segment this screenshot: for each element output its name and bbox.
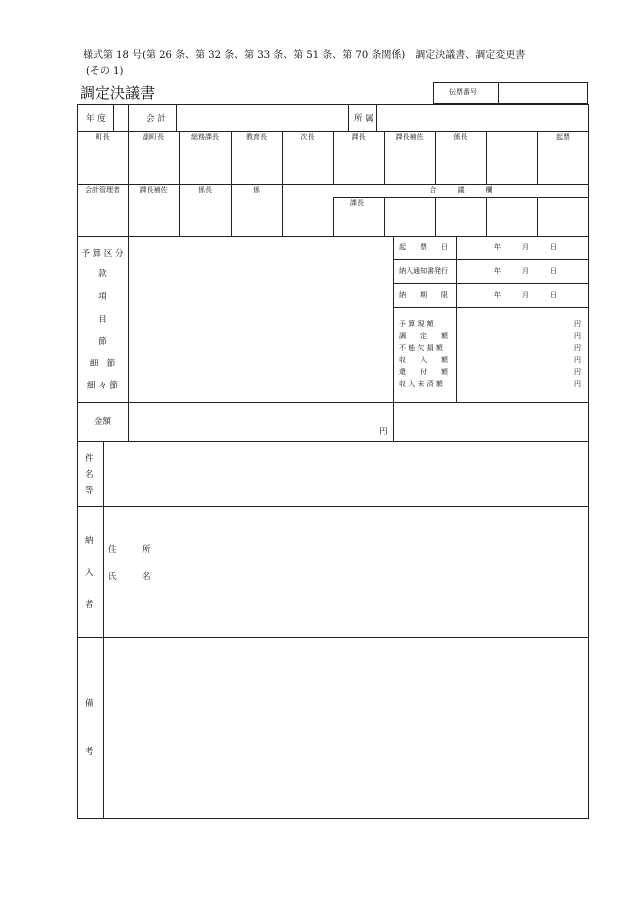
payer-label-3: 者 <box>85 600 94 610</box>
payer-address-label: 住 所 <box>108 545 151 555</box>
year-field[interactable] <box>114 105 128 130</box>
draft-date-label: 起 票 日 <box>399 243 448 251</box>
budget-saisaisetsu-label: 細 々 節 <box>87 381 118 391</box>
budget-kou-label: 項 <box>98 292 107 302</box>
approval-section-chief: 課長 <box>351 133 366 141</box>
approval-general-affairs: 総務課長 <box>191 133 219 141</box>
due-date-label: 納 期 限 <box>399 291 448 299</box>
approval-deputy-mayor: 副町長 <box>143 133 164 141</box>
dept-field[interactable] <box>377 105 588 130</box>
amount-unit: 円 <box>574 344 581 352</box>
form-number: 様式第 18 号(第 26 条、第 32 条、第 33 条、第 51 条、第 70 条関係) 調定決議書、調定変更書 <box>83 50 526 61</box>
amount-revenue-label: 収 入 額 <box>399 356 448 364</box>
budget-moku-label: 目 <box>98 315 107 325</box>
slip-number-field[interactable] <box>499 83 587 103</box>
amount-assessed-label: 調 定 額 <box>399 332 448 340</box>
draft-date-value[interactable]: 年 月 日 <box>494 243 557 251</box>
budget-category-field[interactable] <box>129 237 393 402</box>
page-title: 調定決議書 <box>80 84 156 102</box>
council-section-chief: 課長 <box>350 199 364 207</box>
amount-unit: 円 <box>574 320 581 328</box>
form-sub: (その 1) <box>86 66 124 77</box>
budget-kan-label: 款 <box>98 269 107 279</box>
budget-setsu-label: 節 <box>98 337 107 347</box>
notice-issue-value[interactable]: 年 月 日 <box>494 267 557 275</box>
subject-label-3: 等 <box>85 486 94 496</box>
amount-unit: 円 <box>574 380 581 388</box>
approval-bottom-assistant: 課長補佐 <box>139 186 168 194</box>
slip-number-label: 伝票番号 <box>449 88 477 96</box>
amount-label: 金額 <box>93 417 111 427</box>
approval-drafter: 起票 <box>556 133 570 141</box>
budget-category-label: 予 算 区 分 <box>81 249 124 259</box>
amount-refund-label: 還 付 額 <box>399 368 448 376</box>
approval-bottom-staff: 係 <box>253 186 260 194</box>
year-label: 年 度 <box>86 114 106 124</box>
notice-issue-label: 納入通知書発行 <box>399 267 448 275</box>
amount-field[interactable] <box>129 403 393 441</box>
subject-field[interactable] <box>104 442 588 506</box>
amount-unit: 円 <box>574 356 581 364</box>
payer-address-field[interactable] <box>180 540 580 558</box>
account-label: 会 計 <box>146 114 166 124</box>
dept-label: 所 属 <box>354 114 374 124</box>
remarks-field[interactable] <box>104 638 588 818</box>
amount-budget-label: 予 算 現 額 <box>399 320 434 328</box>
approval-mayor: 町長 <box>95 133 110 141</box>
council-header: 合 議 欄 <box>429 186 493 194</box>
amount-loss-label: 不 能 欠 損 額 <box>399 344 443 352</box>
payer-label-2: 入 <box>85 568 94 578</box>
budget-saisetsu-label: 細 節 <box>89 359 116 369</box>
subject-label-2: 名 <box>85 470 94 480</box>
subject-label-1: 件 <box>85 454 94 464</box>
approval-assistant-chief: 課長補佐 <box>395 133 424 141</box>
approval-deputy-director: 次長 <box>300 133 315 141</box>
amount-unit: 円 <box>574 368 581 376</box>
amount-unpaid-label: 収 入 未 済 額 <box>399 380 443 388</box>
approval-subsection-chief: 係長 <box>453 133 468 141</box>
account-field[interactable] <box>177 105 348 130</box>
payer-label-1: 納 <box>85 536 94 546</box>
due-date-value[interactable]: 年 月 日 <box>494 291 557 299</box>
approval-bottom-chief: 係長 <box>198 186 212 194</box>
remarks-label-1: 備 <box>85 699 94 709</box>
amount-yen: 円 <box>379 427 388 437</box>
remarks-label-2: 考 <box>85 747 94 757</box>
approval-accounting-manager: 会計管理者 <box>85 186 120 194</box>
approval-superintendent: 教育長 <box>246 133 267 141</box>
payer-name-field[interactable] <box>180 567 580 585</box>
payer-name-label: 氏 名 <box>108 572 151 582</box>
amount-unit: 円 <box>574 332 581 340</box>
